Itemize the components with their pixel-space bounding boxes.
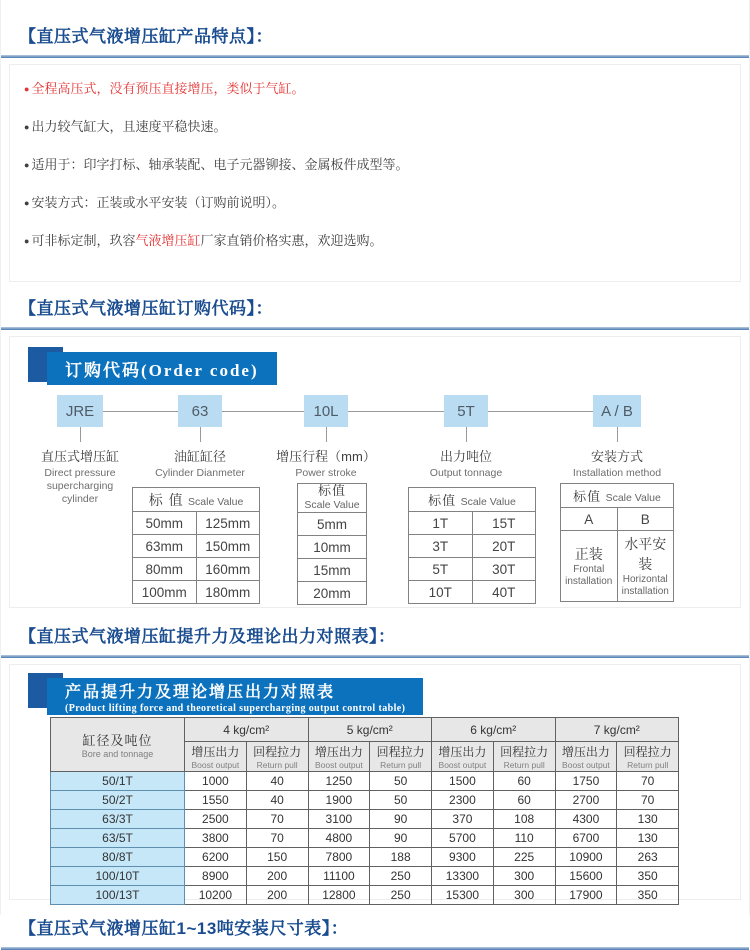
table-row xyxy=(298,513,367,536)
scale-header xyxy=(298,484,367,513)
scale-header-cn: 标值 xyxy=(317,483,346,498)
header-en: Boost output xyxy=(438,760,487,770)
cell: 6200 xyxy=(185,848,247,867)
cell: 60 xyxy=(493,791,555,810)
section-title-features: 【直压式气液增压缸产品特点】： xyxy=(19,27,273,46)
cell: 40 xyxy=(246,791,308,810)
cell: 70 xyxy=(617,791,679,810)
label-cn: 安装方式 xyxy=(590,449,643,464)
scale-header-en: Scale Value xyxy=(605,491,661,504)
cell: 3800 xyxy=(185,829,247,848)
stub-line xyxy=(466,427,467,442)
cell: A xyxy=(561,508,618,531)
cell: 2500 xyxy=(185,810,247,829)
boost-header xyxy=(555,742,617,772)
return-header xyxy=(246,742,308,772)
feature-bullet xyxy=(24,195,728,211)
cell: 160mm xyxy=(196,558,260,581)
install-en: Horizontal xyxy=(622,574,668,585)
tonnage-scale-table xyxy=(408,487,536,604)
cell: 63mm xyxy=(133,535,197,558)
header-en: Return pull xyxy=(503,760,545,770)
cell: 300 xyxy=(493,886,555,905)
cell: 60 xyxy=(493,772,555,791)
code-box-stroke: 10L xyxy=(304,395,348,427)
cell: 70 xyxy=(617,772,679,791)
header-en: Return pull xyxy=(380,760,422,770)
table-row xyxy=(133,581,260,604)
cell: 50mm xyxy=(133,512,197,535)
bore-cell: 63/3T xyxy=(51,810,185,829)
pressure-header: 5 kg/cm² xyxy=(308,718,432,742)
cell: 13300 xyxy=(432,867,494,886)
banner-title: 订购代码(Order code) xyxy=(65,361,259,380)
bore-scale-table xyxy=(132,487,260,604)
header-en: Boost output xyxy=(315,760,363,770)
cell: 10T xyxy=(409,581,473,604)
cell: 12800 xyxy=(308,886,370,905)
cell: 1550 xyxy=(185,791,247,810)
cell: 10mm xyxy=(298,536,367,559)
bullet-icon: ● xyxy=(24,160,30,170)
product-link[interactable]: 气液增压缸 xyxy=(135,233,201,248)
code-label-tonnage xyxy=(391,446,541,480)
cell: 200 xyxy=(246,867,308,886)
cell: 1750 xyxy=(555,772,617,791)
bullet-icon: ● xyxy=(24,236,30,246)
feature-text: 全程高压式，没有预压直接增压，类似于气缸。 xyxy=(31,81,305,96)
header-cn: 增压出力 xyxy=(314,745,363,759)
table-row xyxy=(51,886,679,905)
header-cn: 增压出力 xyxy=(438,745,487,759)
boost-header xyxy=(308,742,370,772)
cell: 180mm xyxy=(196,581,260,604)
cell: 108 xyxy=(493,810,555,829)
cell: 15300 xyxy=(432,886,494,905)
cell: 300 xyxy=(493,867,555,886)
header-cn: 回程拉力 xyxy=(500,745,549,759)
pressure-header: 7 kg/cm² xyxy=(555,718,679,742)
table-row xyxy=(133,558,260,581)
cell: 5700 xyxy=(432,829,494,848)
cell: 8900 xyxy=(185,867,247,886)
spacer xyxy=(1,282,749,294)
spacer xyxy=(1,647,749,655)
install-en: installation xyxy=(565,576,613,587)
pressure-header: 6 kg/cm² xyxy=(432,718,556,742)
return-header xyxy=(493,742,555,772)
return-header xyxy=(617,742,679,772)
cell: 1900 xyxy=(308,791,370,810)
stub-line xyxy=(326,427,327,442)
header-en: Boost output xyxy=(191,760,240,770)
header-en: Return pull xyxy=(627,760,669,770)
section-title-force-table: 【直压式气液增压缸提升力及理论出力对照表】： xyxy=(19,627,396,646)
header-cn: 增压出力 xyxy=(561,745,610,759)
bore-cell: 50/2T xyxy=(51,791,185,810)
code-label-stroke xyxy=(251,446,401,480)
cell: 4800 xyxy=(308,829,370,848)
table-row xyxy=(409,581,536,604)
cell: 15600 xyxy=(555,867,617,886)
scale-header xyxy=(133,488,260,512)
cell: 250 xyxy=(370,867,432,886)
cell: 1250 xyxy=(308,772,370,791)
label-en: Direct pressure xyxy=(44,467,116,479)
bore-cell: 80/8T xyxy=(51,848,185,867)
scale-header-en: Scale Value xyxy=(188,495,244,508)
label-en: Cylinder Dianmeter xyxy=(155,467,245,479)
code-box-bore: 63 xyxy=(178,395,222,427)
cell: 3T xyxy=(409,535,473,558)
label-en: Output tonnage xyxy=(429,467,503,479)
cell: 50 xyxy=(370,791,432,810)
cell: 20mm xyxy=(298,582,367,605)
header-cn: 缸径及吨位 xyxy=(82,733,153,748)
cell: 3100 xyxy=(308,810,370,829)
cell: 350 xyxy=(617,867,679,886)
cell: 110 xyxy=(493,829,555,848)
table-row xyxy=(298,536,367,559)
banner-bar xyxy=(47,352,277,385)
cell: 5T xyxy=(409,558,473,581)
cell: 70 xyxy=(246,810,308,829)
install-en: Frontal xyxy=(573,564,605,575)
cell: 20T xyxy=(472,535,536,558)
top-spacer xyxy=(1,0,749,22)
table-row xyxy=(409,512,536,535)
banner-title-cn: 产品提升力及理论增压出力对照表 xyxy=(65,684,336,701)
stroke-scale-table xyxy=(297,483,367,605)
install-method-table xyxy=(560,483,674,602)
scale-header-cn: 标值 xyxy=(573,488,602,504)
scale-header xyxy=(409,488,536,512)
stub-line xyxy=(80,427,81,442)
spacer xyxy=(1,608,749,622)
table-row xyxy=(51,829,679,848)
bullet-icon: ● xyxy=(24,198,30,208)
code-box-jre: JRE xyxy=(57,395,103,427)
cell: 90 xyxy=(370,810,432,829)
table-row xyxy=(133,535,260,558)
install-en: installation xyxy=(621,586,669,597)
spacer xyxy=(1,939,749,947)
feature-bullet xyxy=(24,81,728,97)
bore-cell: 63/5T xyxy=(51,829,185,848)
cell: 9300 xyxy=(432,848,494,867)
label-en: supercharging xyxy=(46,480,114,492)
force-table-banner xyxy=(10,673,740,717)
label-en: Installation method xyxy=(572,467,662,479)
header-cn: 回程拉力 xyxy=(623,745,672,759)
feature-bullet xyxy=(24,233,728,249)
cell: 90 xyxy=(370,829,432,848)
cell: 11100 xyxy=(308,867,370,886)
cell: 370 xyxy=(432,810,494,829)
header-en: Return pull xyxy=(256,760,298,770)
table-row xyxy=(561,531,674,602)
cell: 40 xyxy=(246,772,308,791)
cell: 1T xyxy=(409,512,473,535)
cell: 10200 xyxy=(185,886,247,905)
cell: 80mm xyxy=(133,558,197,581)
scale-header-en: Scale Value xyxy=(304,499,360,511)
label-en: Power stroke xyxy=(295,467,357,479)
force-table-box xyxy=(9,664,741,900)
spacer xyxy=(1,319,749,327)
table-row xyxy=(298,582,367,605)
install-cn: 水平安装 xyxy=(624,536,667,572)
cell: 30T xyxy=(472,558,536,581)
section-title-order-code: 【直压式气液增压缸订购代码】： xyxy=(19,299,273,318)
label-cn: 油缸缸径 xyxy=(173,449,226,464)
label-cn: 出力吨位 xyxy=(439,449,492,464)
scale-header-cn: 标 值 xyxy=(148,491,184,508)
cell: 40T xyxy=(472,581,536,604)
cell: B xyxy=(617,508,674,531)
cell: 125mm xyxy=(196,512,260,535)
cell: 70 xyxy=(246,829,308,848)
feature-text: 安装方式：正装或水平安装（订购前说明）。 xyxy=(31,195,285,210)
stub-line xyxy=(617,427,618,442)
cell: 263 xyxy=(617,848,679,867)
cell xyxy=(617,531,674,602)
cell: 5mm xyxy=(298,513,367,536)
table-row xyxy=(51,810,679,829)
header-cn: 增压出力 xyxy=(191,745,240,759)
table-row xyxy=(409,558,536,581)
cell: 2700 xyxy=(555,791,617,810)
label-cn: 直压式增压缸 xyxy=(40,449,119,464)
cell: 17900 xyxy=(555,886,617,905)
cell: 1500 xyxy=(432,772,494,791)
boost-header xyxy=(432,742,494,772)
header-en: Boost output xyxy=(562,760,610,770)
cell: 50 xyxy=(370,772,432,791)
cell: 150mm xyxy=(196,535,260,558)
force-table xyxy=(50,717,679,905)
bullet-icon: ● xyxy=(24,84,30,94)
header-en: Bore and tonnage xyxy=(81,749,154,759)
cell: 250 xyxy=(370,886,432,905)
table-row xyxy=(51,772,679,791)
feature-bullet xyxy=(24,157,728,173)
cell: 150 xyxy=(246,848,308,867)
header-cn: 回程拉力 xyxy=(253,745,302,759)
cell: 350 xyxy=(617,886,679,905)
cell: 100mm xyxy=(133,581,197,604)
bore-cell: 100/10T xyxy=(51,867,185,886)
section-title-dimensions: 【直压式气液增压缸1~13吨安装尺寸表】： xyxy=(19,919,349,938)
banner-title-en: (Product lifting force and theoretical supercharging output control table) xyxy=(65,703,406,714)
cell: 4300 xyxy=(555,810,617,829)
install-cn: 正装 xyxy=(574,546,603,562)
cell: 130 xyxy=(617,829,679,848)
features-box xyxy=(9,64,741,282)
table-row xyxy=(298,559,367,582)
pressure-header: 4 kg/cm² xyxy=(185,718,309,742)
feature-text: 可非标定制，玖容 xyxy=(31,233,136,248)
order-code-box xyxy=(9,336,741,608)
table-row xyxy=(561,508,674,531)
code-label-install xyxy=(542,446,692,480)
cell: 6700 xyxy=(555,829,617,848)
feature-text: 适用于：印字打标、轴承装配、电子元器铆接、金属板件成型等。 xyxy=(31,157,409,172)
bore-tonnage-header xyxy=(51,718,185,772)
scale-header-en: Scale Value xyxy=(460,495,516,508)
code-box-install: A / B xyxy=(593,395,641,427)
bore-cell: 50/1T xyxy=(51,772,185,791)
table-row xyxy=(133,512,260,535)
cell: 188 xyxy=(370,848,432,867)
header-cn: 回程拉力 xyxy=(376,745,425,759)
label-cn: 增压行程（mm） xyxy=(276,449,376,464)
cell: 15mm xyxy=(298,559,367,582)
table-row xyxy=(409,535,536,558)
cell: 15T xyxy=(472,512,536,535)
feature-text: 厂家直销价格实惠，欢迎选购。 xyxy=(200,233,383,248)
return-header xyxy=(370,742,432,772)
cell: 200 xyxy=(246,886,308,905)
feature-bullet xyxy=(24,119,728,135)
cell xyxy=(561,531,618,602)
table-row xyxy=(51,848,679,867)
stub-line xyxy=(200,427,201,442)
bore-cell: 100/13T xyxy=(51,886,185,905)
scale-header-cn: 标值 xyxy=(428,492,457,508)
cell: 10900 xyxy=(555,848,617,867)
cell: 225 xyxy=(493,848,555,867)
order-code-banner xyxy=(10,347,740,387)
cell: 130 xyxy=(617,810,679,829)
spacer xyxy=(1,47,749,55)
boost-header xyxy=(185,742,247,772)
bullet-icon: ● xyxy=(24,122,30,132)
cell: 1000 xyxy=(185,772,247,791)
table-row xyxy=(51,791,679,810)
code-box-tonnage: 5T xyxy=(444,395,488,427)
feature-text: 出力较气缸大，且速度平稳快速。 xyxy=(31,119,227,134)
label-en: cylinder xyxy=(61,493,99,505)
cell: 7800 xyxy=(308,848,370,867)
diagram-connector-line xyxy=(80,411,617,412)
cell: 2300 xyxy=(432,791,494,810)
banner-bar xyxy=(47,678,423,715)
scale-header xyxy=(561,484,674,508)
table-row xyxy=(51,867,679,886)
